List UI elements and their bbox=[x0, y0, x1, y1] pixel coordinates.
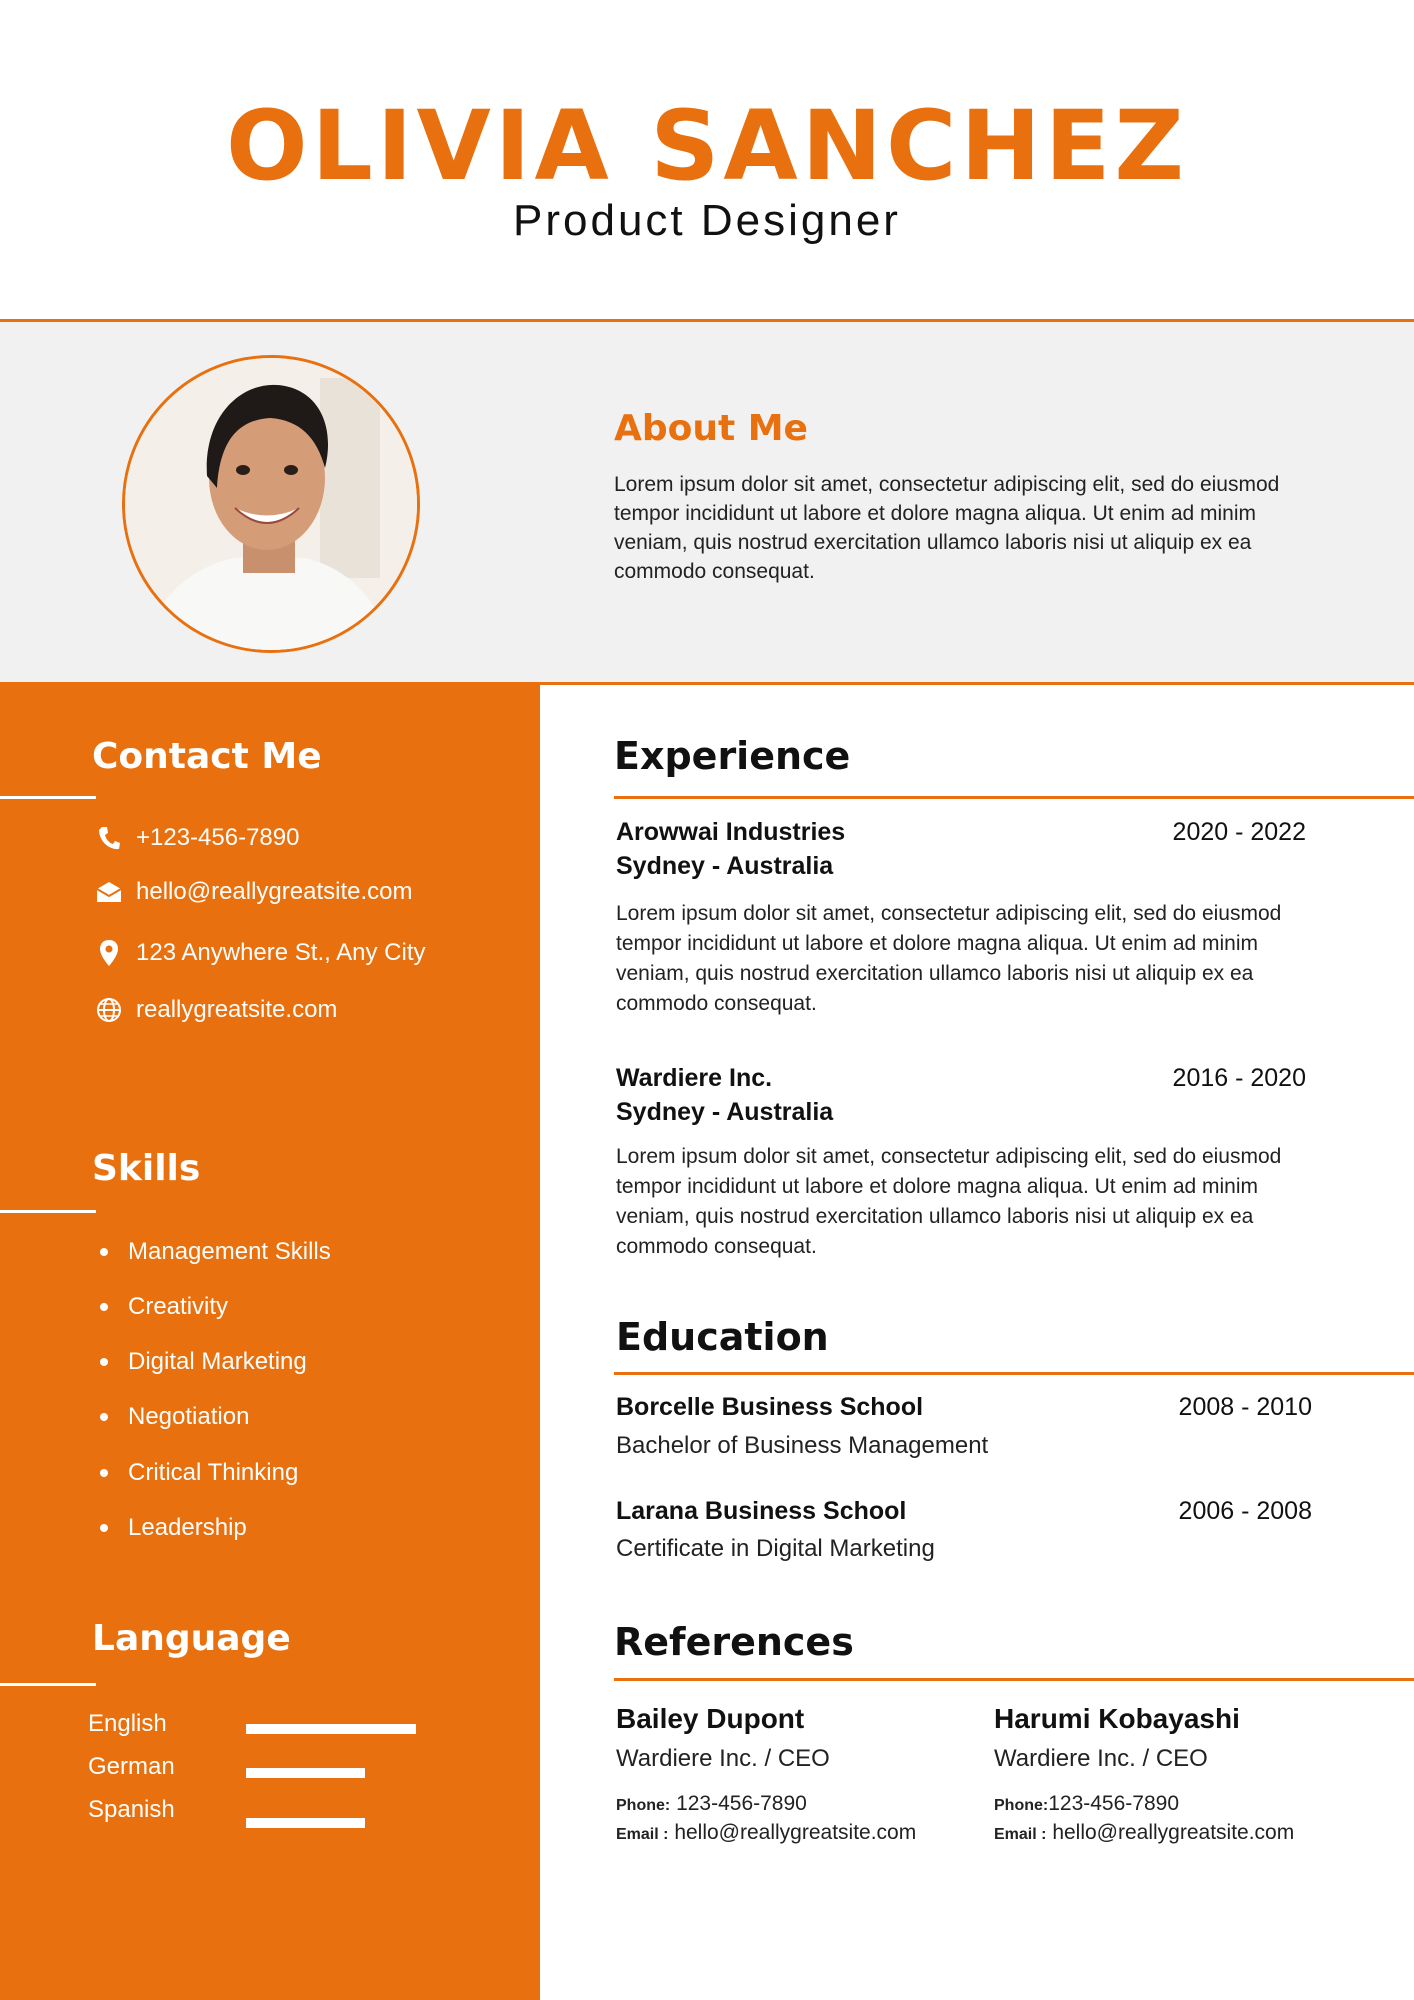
reference-role: Wardiere Inc. / CEO bbox=[994, 1745, 1208, 1772]
experience-divider bbox=[614, 796, 1414, 799]
phone-icon bbox=[96, 825, 122, 851]
education-divider bbox=[614, 1372, 1414, 1375]
mail-icon bbox=[96, 879, 122, 905]
education-years: 2008 - 2010 bbox=[1178, 1393, 1312, 1421]
resume-name: OLIVIA SANCHEZ bbox=[226, 90, 1188, 202]
skills-heading: Skills bbox=[92, 1148, 201, 1189]
contact-email-text: hello@reallygreatsite.com bbox=[136, 878, 413, 905]
job-company: Arowwai Industries bbox=[616, 818, 846, 846]
contact-phone-text: +123-456-7890 bbox=[136, 824, 300, 851]
language-level-bar bbox=[246, 1818, 416, 1828]
reference-phone: Phone: 123-456-7890 bbox=[616, 1792, 807, 1815]
job-description: Lorem ipsum dolor sit amet, consectetur adipiscing elit, sed do eiusmod tempor incididunt ut labore et dolore magna aliqua. Ut enim ad minim veniam, quis nostrud exercitation ullamco laboris nisi ut aliquip ex ea commodo consequat. bbox=[616, 1145, 1282, 1258]
skill-item: Creativity bbox=[100, 1293, 228, 1321]
skills-divider bbox=[0, 1210, 96, 1213]
language-heading: Language bbox=[92, 1618, 291, 1659]
skill-item: Digital Marketing bbox=[100, 1348, 307, 1376]
job-years: 2016 - 2020 bbox=[1172, 1064, 1306, 1092]
education-school: Borcelle Business School bbox=[616, 1393, 924, 1421]
contact-website[interactable] bbox=[96, 990, 337, 1030]
reference-role: Wardiere Inc. / CEO bbox=[616, 1745, 830, 1772]
language-name: Spanish bbox=[88, 1796, 175, 1823]
skill-item: Leadership bbox=[100, 1514, 247, 1542]
bullet-icon bbox=[100, 1524, 108, 1532]
education-years: 2006 - 2008 bbox=[1178, 1497, 1312, 1525]
bullet-icon bbox=[100, 1303, 108, 1311]
contact-email[interactable] bbox=[96, 872, 412, 912]
bullet-icon bbox=[100, 1413, 108, 1421]
contact-divider bbox=[0, 796, 96, 799]
education-degree: Bachelor of Business Management bbox=[616, 1432, 989, 1459]
bullet-icon bbox=[100, 1358, 108, 1366]
job-location: Sydney - Australia bbox=[616, 1098, 834, 1126]
job-title: Product Designer bbox=[513, 196, 901, 245]
language-divider bbox=[0, 1683, 96, 1686]
education-school: Larana Business School bbox=[616, 1497, 907, 1525]
reference-name: Bailey Dupont bbox=[616, 1703, 805, 1734]
location-pin-icon bbox=[96, 940, 122, 966]
education-degree: Certificate in Digital Marketing bbox=[616, 1535, 935, 1562]
bullet-icon bbox=[100, 1248, 108, 1256]
reference-email[interactable]: Email : hello@reallygreatsite.com bbox=[616, 1821, 917, 1844]
language-name: English bbox=[88, 1710, 167, 1737]
contact-website-text: reallygreatsite.com bbox=[136, 996, 338, 1023]
job-description: Lorem ipsum dolor sit amet, consectetur adipiscing elit, sed do eiusmod tempor incididunt ut labore et dolore magna aliqua. Ut enim ad minim veniam, quis nostrud exercitation ullamco laboris nisi ut aliquip ex ea commodo consequat. bbox=[616, 902, 1282, 1015]
portrait-illustration bbox=[125, 358, 417, 650]
reference-email[interactable]: Email : hello@reallygreatsite.com bbox=[994, 1821, 1295, 1844]
language-level-fill bbox=[246, 1768, 365, 1778]
language-name: German bbox=[88, 1753, 175, 1780]
about-text: Lorem ipsum dolor sit amet, consectetur adipiscing elit, sed do eiusmod tempor incididunt ut labore et dolore magna aliqua. Ut enim ad minim veniam, quis nostrud exercitation ullamco laboris nisi ut aliquip ex ea commodo consequat. bbox=[614, 473, 1280, 583]
contact-address[interactable] bbox=[96, 933, 426, 973]
reference-phone: Phone:123-456-7890 bbox=[994, 1792, 1179, 1815]
skill-item: Negotiation bbox=[100, 1403, 249, 1431]
bullet-icon bbox=[100, 1469, 108, 1477]
contact-heading: Contact Me bbox=[92, 736, 322, 777]
about-heading: About Me bbox=[614, 408, 808, 449]
globe-icon bbox=[96, 997, 122, 1023]
contact-address-text: 123 Anywhere St., Any City bbox=[136, 939, 426, 966]
job-location: Sydney - Australia bbox=[616, 852, 834, 880]
language-level-bar bbox=[246, 1724, 416, 1734]
job-company: Wardiere Inc. bbox=[616, 1064, 773, 1092]
language-level-fill bbox=[246, 1818, 365, 1828]
reference-name: Harumi Kobayashi bbox=[994, 1703, 1240, 1734]
language-level-bar bbox=[246, 1768, 416, 1778]
references-divider bbox=[614, 1678, 1414, 1681]
contact-phone[interactable] bbox=[96, 818, 299, 858]
skill-item: Critical Thinking bbox=[100, 1459, 298, 1487]
language-level-fill bbox=[246, 1724, 416, 1734]
job-years: 2020 - 2022 bbox=[1172, 818, 1306, 846]
skill-item: Management Skills bbox=[100, 1238, 331, 1266]
experience-heading: Experience bbox=[614, 734, 851, 778]
references-heading: References bbox=[614, 1620, 854, 1664]
profile-photo bbox=[122, 355, 420, 653]
education-heading: Education bbox=[616, 1315, 829, 1359]
